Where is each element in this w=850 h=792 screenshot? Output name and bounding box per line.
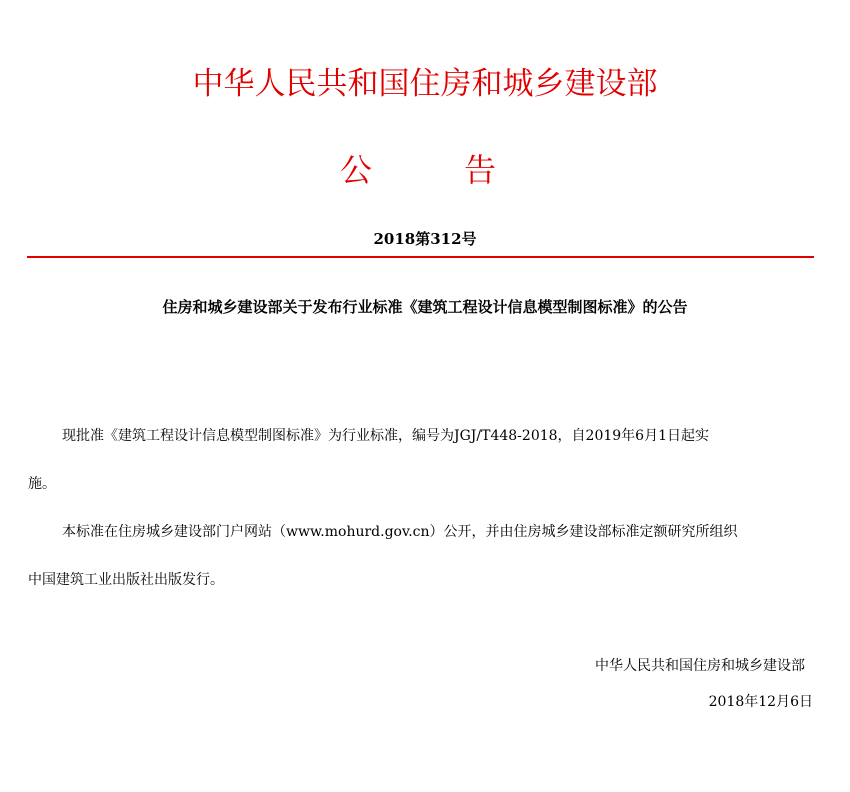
document-number: 2018第312号 (373, 230, 477, 248)
notice-title: 住房和城乡建设部关于发布行业标准《建筑工程设计信息模型制图标准》的公告 (162, 298, 688, 316)
document-type-char-1: 公 (340, 151, 373, 189)
paragraph-2-line-2: 中国建筑工业出版社出版发行。 (28, 572, 224, 588)
paragraph-1-line-2: 施。 (28, 476, 56, 492)
issuer-header: 中华人民共和国住房和城乡建设部 (192, 66, 658, 102)
paragraph-2-line-1: 本标准在住房城乡建设部门户网站（www.mohurd.gov.cn）公开，并由住房城乡建设部标准定额研究所组织 (62, 524, 738, 540)
signature-organization: 中华人民共和国住房和城乡建设部 (595, 658, 805, 674)
document-type-char-2: 告 (464, 151, 497, 189)
document-type (0, 150, 850, 190)
red-divider (27, 256, 814, 258)
signature-date: 2018年12月6日 (708, 694, 813, 710)
paragraph-1-line-1: 现批准《建筑工程设计信息模型制图标准》为行业标准，编号为JGJ/T448-2018，自2019年6月1日起实 (62, 428, 709, 444)
